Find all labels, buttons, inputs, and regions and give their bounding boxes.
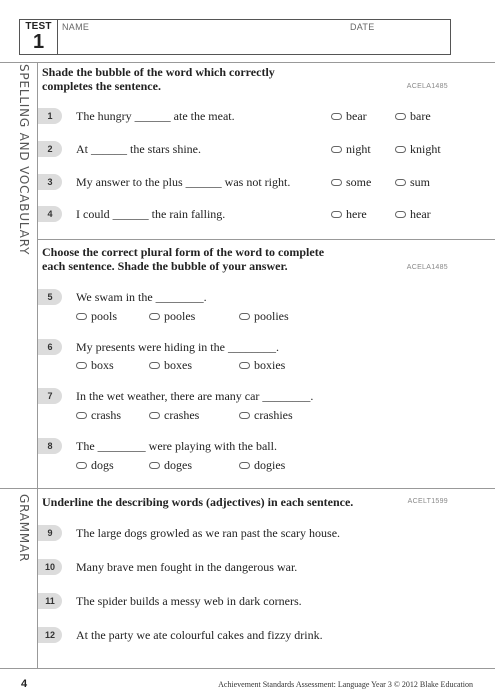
- question-text: I could ______ the rain falling.: [76, 207, 226, 221]
- question-text[interactable]: Many brave men fought in the dangerous war.: [76, 560, 298, 574]
- answer-option[interactable]: poolies: [239, 309, 289, 323]
- curriculum-code: ACELA1485: [406, 83, 448, 90]
- answer-option[interactable]: dogies: [239, 458, 285, 472]
- question-number: 7: [38, 388, 62, 404]
- bubble-icon[interactable]: [149, 412, 160, 419]
- bubble-icon[interactable]: [76, 462, 87, 469]
- instruction-grammar: Underline the describing words (adjectives) in each sentence.: [42, 495, 354, 509]
- bubble-icon[interactable]: [239, 313, 250, 320]
- answer-option[interactable]: night: [331, 142, 371, 156]
- section-divider: [0, 62, 495, 63]
- test-number-box: [20, 20, 58, 54]
- footer-credit: Achievement Standards Assessment: Language Year 3 © 2012 Blake Education: [218, 680, 473, 689]
- bubble-icon[interactable]: [239, 362, 250, 369]
- question-text: The hungry ______ ate the meat.: [76, 109, 235, 123]
- bubble-icon[interactable]: [76, 362, 87, 369]
- curriculum-code: ACELA1485: [406, 264, 448, 271]
- section-divider: [0, 488, 495, 489]
- answer-option[interactable]: knight: [395, 142, 441, 156]
- answer-option[interactable]: bare: [395, 109, 431, 123]
- section-label-spelling: SPELLING AND VOCABULARY: [17, 64, 31, 256]
- question-number: 4: [38, 206, 62, 222]
- answer-option[interactable]: bear: [331, 109, 367, 123]
- answer-option[interactable]: crashes: [149, 408, 199, 422]
- answer-option[interactable]: here: [331, 207, 367, 221]
- bubble-icon[interactable]: [331, 146, 342, 153]
- question-text: The ________ were playing with the ball.: [76, 439, 277, 453]
- part-divider: [37, 239, 495, 240]
- question-number: 2: [38, 141, 62, 157]
- bubble-icon[interactable]: [149, 313, 160, 320]
- question-text: My answer to the plus ______ was not right.: [76, 175, 291, 189]
- bubble-icon[interactable]: [331, 113, 342, 120]
- bubble-icon[interactable]: [239, 462, 250, 469]
- answer-option[interactable]: boxies: [239, 358, 285, 372]
- question-text: At ______ the stars shine.: [76, 142, 201, 156]
- question-number: 6: [38, 339, 62, 355]
- answer-option[interactable]: some: [331, 175, 371, 189]
- question-number: 8: [38, 438, 62, 454]
- bubble-icon[interactable]: [395, 179, 406, 186]
- question-number: 9: [38, 525, 62, 541]
- bubble-icon[interactable]: [76, 412, 87, 419]
- curriculum-code: ACELT1599: [407, 498, 448, 505]
- bubble-icon[interactable]: [395, 146, 406, 153]
- bubble-icon[interactable]: [149, 362, 160, 369]
- answer-option[interactable]: boxes: [149, 358, 192, 372]
- test-label: TEST: [25, 21, 52, 32]
- date-label: DATE: [350, 22, 375, 32]
- footer-rule: [0, 668, 495, 669]
- page-number: 4: [21, 678, 28, 690]
- question-text: In the wet weather, there are many car ________.: [76, 389, 314, 403]
- question-number: 12: [38, 627, 62, 643]
- question-text[interactable]: The spider builds a messy web in dark corners.: [76, 594, 302, 608]
- answer-option[interactable]: crashs: [76, 408, 121, 422]
- answer-option[interactable]: boxs: [76, 358, 114, 372]
- bubble-icon[interactable]: [239, 412, 250, 419]
- instruction-part2: Choose the correct plural form of the word to complete each sentence. Shade the bubble of your answer.: [42, 245, 325, 273]
- question-number: 11: [38, 593, 62, 609]
- bubble-icon[interactable]: [331, 179, 342, 186]
- answer-option[interactable]: crashies: [239, 408, 293, 422]
- question-number: 10: [38, 559, 62, 575]
- bubble-icon[interactable]: [149, 462, 160, 469]
- answer-option[interactable]: pooles: [149, 309, 195, 323]
- name-label: NAME: [62, 22, 90, 32]
- bubble-icon[interactable]: [331, 211, 342, 218]
- question-text: We swam in the ________.: [76, 290, 207, 304]
- bubble-icon[interactable]: [395, 113, 406, 120]
- question-number: 5: [38, 289, 62, 305]
- answer-option[interactable]: hear: [395, 207, 431, 221]
- answer-option[interactable]: dogs: [76, 458, 114, 472]
- question-text[interactable]: At the party we ate colourful cakes and fizzy drink.: [76, 628, 323, 642]
- answer-option[interactable]: pools: [76, 309, 117, 323]
- question-number: 3: [38, 174, 62, 190]
- question-number: 1: [38, 108, 62, 124]
- section-label-grammar: GRAMMAR: [17, 494, 31, 563]
- answer-option[interactable]: doges: [149, 458, 192, 472]
- question-text[interactable]: The large dogs growled as we ran past the scary house.: [76, 526, 341, 540]
- answer-option[interactable]: sum: [395, 175, 430, 189]
- header-box: [19, 19, 451, 55]
- bubble-icon[interactable]: [395, 211, 406, 218]
- instruction-part1: Shade the bubble of the word which correctly completes the sentence.: [42, 65, 275, 93]
- test-number: 1: [32, 31, 45, 53]
- question-text: My presents were hiding in the ________.: [76, 340, 279, 354]
- bubble-icon[interactable]: [76, 313, 87, 320]
